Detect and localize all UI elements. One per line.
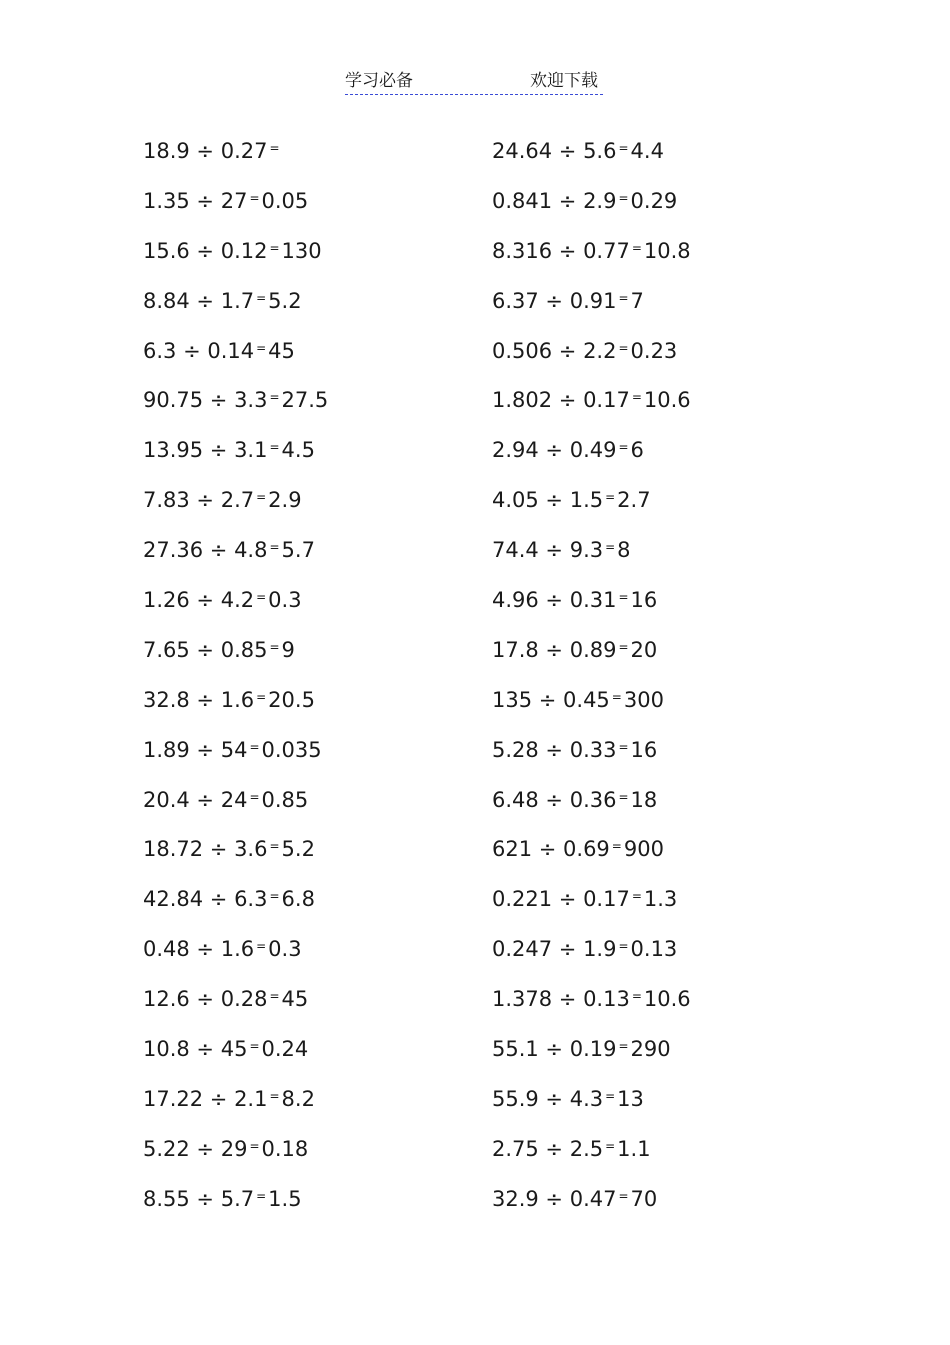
equals-sign: = (618, 789, 629, 804)
equals-sign: = (618, 141, 629, 155)
problem-row (143, 732, 328, 782)
equals-sign: = (618, 639, 629, 654)
problem-row (143, 1031, 328, 1081)
problem-answer: 2.7 (617, 488, 651, 513)
equals-sign: = (631, 240, 642, 255)
problem-expression: 1.802 ÷ 0.17 (492, 388, 630, 413)
problem-row (492, 183, 691, 233)
equals-sign: = (611, 839, 622, 854)
equals-sign: = (269, 839, 280, 854)
problem-answer: 27.5 (281, 388, 329, 413)
equals-sign: = (618, 939, 629, 954)
problem-answer: 0.24 (261, 1037, 309, 1062)
equals-sign: = (269, 540, 280, 555)
equals-sign: = (256, 590, 267, 605)
problem-row (492, 1131, 691, 1181)
problem-answer: 0.13 (630, 937, 678, 962)
equals-sign: = (618, 739, 629, 754)
equals-sign: = (256, 490, 267, 505)
problem-expression: 5.22 ÷ 29 (143, 1136, 248, 1161)
problem-expression: 55.1 ÷ 0.19 (492, 1037, 617, 1062)
equals-sign: = (631, 390, 642, 405)
problem-answer: 16 (630, 588, 658, 613)
equals-sign: = (618, 190, 629, 205)
problem-expression: 2.94 ÷ 0.49 (492, 438, 617, 463)
equals-sign: = (269, 141, 280, 155)
equals-sign: = (605, 1138, 616, 1153)
problem-answer: 10.6 (643, 987, 691, 1012)
problem-expression: 0.221 ÷ 0.17 (492, 887, 630, 912)
problem-answer: 18 (630, 787, 658, 812)
problem-row (143, 1131, 328, 1181)
problem-answer: 6 (630, 438, 644, 463)
equals-sign: = (605, 1088, 616, 1103)
problem-answer: 0.18 (261, 1136, 309, 1161)
problem-expression: 1.35 ÷ 27 (143, 188, 248, 213)
problem-expression: 7.65 ÷ 0.85 (143, 637, 268, 662)
equals-sign: = (269, 390, 280, 405)
problem-expression: 18.9 ÷ 0.27 (143, 139, 268, 163)
problem-expression: 6.37 ÷ 0.91 (492, 288, 617, 313)
problem-row (492, 632, 691, 682)
problem-row (143, 1081, 328, 1131)
problem-row (492, 283, 691, 333)
problem-row (143, 881, 328, 931)
problem-expression: 24.64 ÷ 5.6 (492, 139, 617, 163)
equals-sign: = (631, 889, 642, 904)
problem-row (143, 283, 328, 333)
problem-row (492, 1181, 691, 1231)
problem-answer: 0.23 (630, 338, 678, 363)
problem-answer: 16 (630, 737, 658, 762)
problem-expression: 6.3 ÷ 0.14 (143, 338, 255, 363)
problem-row (143, 831, 328, 881)
equals-sign: = (256, 1188, 267, 1203)
equals-sign: = (269, 240, 280, 255)
problem-row (492, 482, 691, 532)
problem-answer: 9 (281, 637, 295, 662)
equals-sign: = (256, 939, 267, 954)
problem-answer: 10.6 (643, 388, 691, 413)
problem-row (492, 981, 691, 1031)
problem-row (143, 782, 328, 832)
problem-answer: 5.7 (281, 538, 315, 563)
equals-sign: = (249, 1138, 260, 1153)
problem-answer: 1.5 (268, 1186, 302, 1211)
problem-answer: 45 (281, 987, 309, 1012)
problem-expression: 1.26 ÷ 4.2 (143, 588, 255, 613)
equals-sign: = (249, 789, 260, 804)
problem-answer: 0.29 (630, 188, 678, 213)
problem-answer: 0.85 (261, 787, 309, 812)
problem-expression: 0.841 ÷ 2.9 (492, 188, 617, 213)
equals-sign: = (618, 1039, 629, 1054)
equals-sign: = (249, 190, 260, 205)
equals-sign: = (256, 290, 267, 305)
equals-sign: = (269, 1088, 280, 1103)
problem-expression: 32.9 ÷ 0.47 (492, 1186, 617, 1211)
equals-sign: = (269, 639, 280, 654)
problem-row (492, 432, 691, 482)
problem-expression: 0.247 ÷ 1.9 (492, 937, 617, 962)
problem-expression: 8.84 ÷ 1.7 (143, 288, 255, 313)
problem-row (492, 532, 691, 582)
problem-expression: 7.83 ÷ 2.7 (143, 488, 255, 513)
problem-row (143, 632, 328, 682)
problem-expression: 4.96 ÷ 0.31 (492, 588, 617, 613)
problem-expression: 135 ÷ 0.45 (492, 687, 610, 712)
problem-row (143, 233, 328, 283)
problem-expression: 20.4 ÷ 24 (143, 787, 248, 812)
problem-expression: 42.84 ÷ 6.3 (143, 887, 268, 912)
equals-sign: = (618, 590, 629, 605)
problem-row (143, 532, 328, 582)
problem-row (492, 831, 691, 881)
problem-expression: 18.72 ÷ 3.6 (143, 837, 268, 862)
problem-expression: 621 ÷ 0.69 (492, 837, 610, 862)
problem-answer: 7 (630, 288, 644, 313)
problem-answer: 8.2 (281, 1086, 315, 1111)
problem-row (492, 682, 691, 732)
problem-row (143, 382, 328, 432)
problem-expression: 27.36 ÷ 4.8 (143, 538, 268, 563)
problem-expression: 1.378 ÷ 0.13 (492, 987, 630, 1012)
problem-expression: 12.6 ÷ 0.28 (143, 987, 268, 1012)
problem-row (492, 1031, 691, 1081)
left-problem-column (143, 133, 328, 1231)
problem-row (492, 931, 691, 981)
problem-row (492, 133, 691, 183)
problem-row (143, 333, 328, 383)
problem-row (143, 133, 328, 183)
problem-expression: 55.9 ÷ 4.3 (492, 1086, 604, 1111)
problem-expression: 8.316 ÷ 0.77 (492, 238, 630, 263)
problem-answer: 0.3 (268, 588, 302, 613)
equals-sign: = (618, 440, 629, 455)
problem-answer: 0.035 (261, 737, 322, 762)
problem-expression: 74.4 ÷ 9.3 (492, 538, 604, 563)
equals-sign: = (605, 490, 616, 505)
problem-answer: 290 (630, 1037, 671, 1062)
problem-row (492, 333, 691, 383)
equals-sign: = (631, 989, 642, 1004)
equals-sign: = (269, 989, 280, 1004)
problem-answer: 20.5 (268, 687, 315, 712)
problem-row (492, 233, 691, 283)
problem-answer: 1.3 (643, 887, 678, 912)
equals-sign: = (618, 1188, 629, 1203)
problem-expression: 6.48 ÷ 0.36 (492, 787, 617, 812)
problem-answer: 8 (617, 538, 631, 563)
problem-answer: 0.05 (261, 188, 309, 213)
problem-answer: 70 (630, 1186, 658, 1211)
page-header (345, 70, 603, 95)
problem-expression: 17.22 ÷ 2.1 (143, 1086, 268, 1111)
equals-sign: = (256, 689, 267, 704)
problem-row (492, 1081, 691, 1131)
problem-answer: 5.2 (268, 288, 302, 313)
problem-expression: 0.48 ÷ 1.6 (143, 937, 255, 962)
problem-row (492, 582, 691, 632)
problem-row (143, 981, 328, 1031)
problem-answer: 13 (617, 1086, 644, 1111)
problem-expression: 1.89 ÷ 54 (143, 737, 248, 762)
equals-sign: = (605, 540, 616, 555)
problem-answer: 20 (630, 637, 658, 662)
problem-expression: 2.75 ÷ 2.5 (492, 1136, 604, 1161)
problem-answer: 2.9 (268, 488, 302, 513)
problem-row (492, 732, 691, 782)
problem-row (143, 582, 328, 632)
problem-row (492, 881, 691, 931)
header-left-text: 学习必备 (345, 71, 413, 91)
problem-row (492, 382, 691, 432)
problem-expression: 15.6 ÷ 0.12 (143, 238, 268, 263)
problem-expression: 32.8 ÷ 1.6 (143, 687, 255, 712)
problem-row (143, 432, 328, 482)
problem-expression: 4.05 ÷ 1.5 (492, 488, 604, 513)
problem-answer: 300 (623, 687, 664, 712)
problem-row (492, 782, 691, 832)
problem-answer: 10.8 (643, 238, 691, 263)
equals-sign: = (611, 689, 622, 704)
problem-expression: 90.75 ÷ 3.3 (143, 388, 268, 413)
problem-answer: 1.1 (617, 1136, 651, 1161)
problem-expression: 10.8 ÷ 45 (143, 1037, 248, 1062)
equals-sign: = (618, 290, 629, 305)
equals-sign: = (269, 889, 280, 904)
problem-row (143, 482, 328, 532)
equals-sign: = (249, 739, 260, 754)
problem-answer: 900 (623, 837, 664, 862)
equals-sign: = (618, 340, 629, 355)
problem-expression: 17.8 ÷ 0.89 (492, 637, 617, 662)
equals-sign: = (256, 340, 267, 355)
problem-answer: 4.4 (630, 139, 664, 163)
problem-row (143, 682, 328, 732)
problem-answer: 130 (281, 238, 322, 263)
equals-sign: = (249, 1039, 260, 1054)
problem-answer: 6.8 (281, 887, 315, 912)
problem-expression: 5.28 ÷ 0.33 (492, 737, 617, 762)
problem-answer: 4.5 (281, 438, 315, 463)
problem-expression: 0.506 ÷ 2.2 (492, 338, 617, 363)
problem-row (143, 183, 328, 233)
problem-answer: 0.3 (268, 937, 302, 962)
right-problem-column (492, 133, 691, 1231)
equals-sign: = (269, 440, 280, 455)
problem-answer: 5.2 (281, 837, 315, 862)
header-right-text: 欢迎下载 (530, 71, 598, 91)
problem-expression: 13.95 ÷ 3.1 (143, 438, 268, 463)
problem-answer: 45 (268, 338, 295, 363)
problem-row (143, 931, 328, 981)
problem-row (143, 1181, 328, 1231)
problem-expression: 8.55 ÷ 5.7 (143, 1186, 255, 1211)
